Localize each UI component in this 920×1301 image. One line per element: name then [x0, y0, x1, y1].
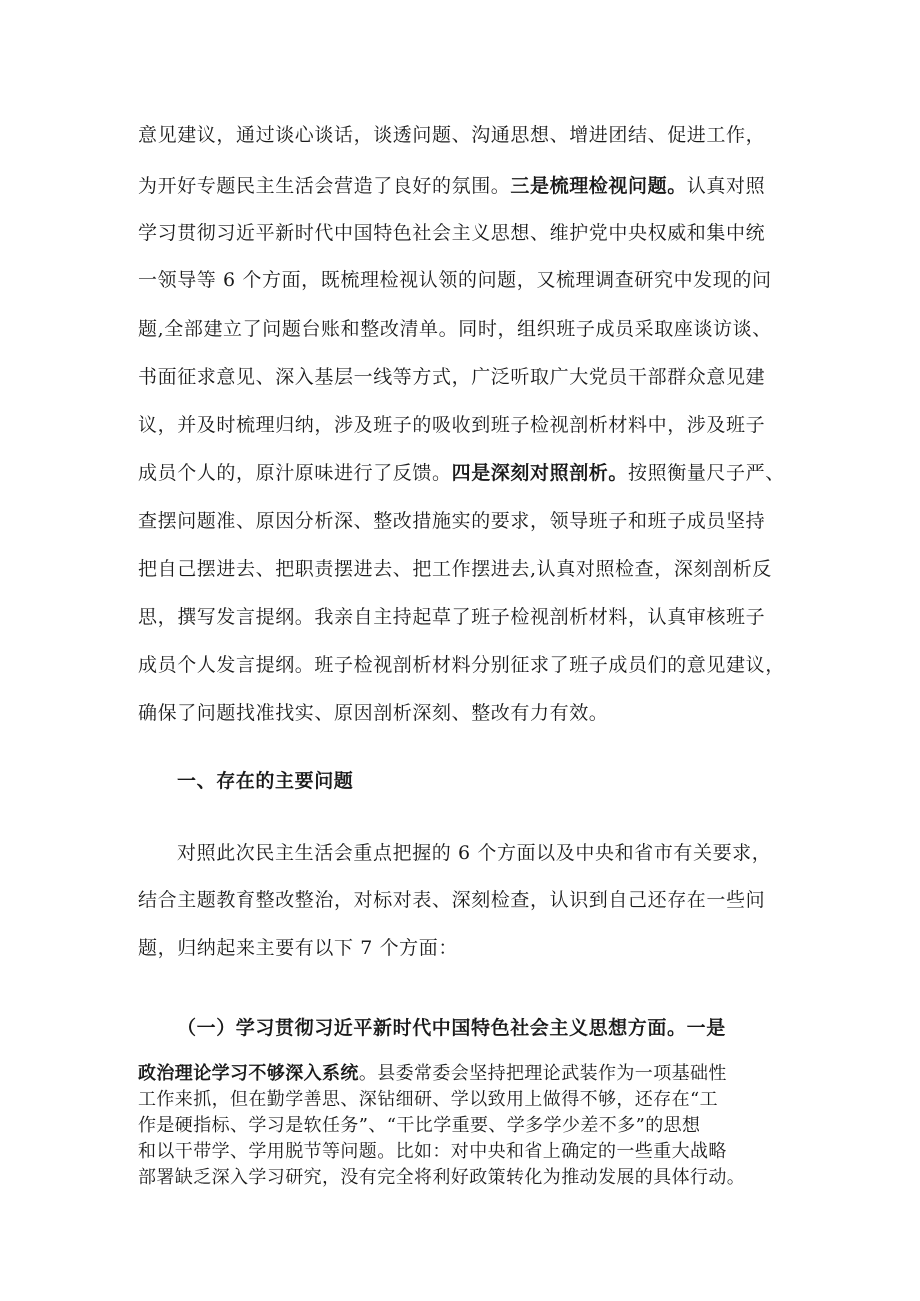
paragraph-line: 一领导等 6 个方面，既梳理检视认领的问题，又梳理调查研究中发现的问 — [138, 269, 772, 291]
paragraph-line: 确保了问题找准找实、原因剖析深刻、整改有力有效。 — [138, 702, 609, 724]
paragraph-line: 作是硬指标、学习是软任务”、“干比学重要、学多学少差不多”的思想 — [138, 1115, 701, 1136]
section-heading: 一、存在的主要问题 — [177, 770, 354, 792]
subsection-heading: （一）学习贯彻习近平新时代中国特色社会主义思想方面。一是 — [177, 1017, 726, 1039]
paragraph-line: 查摆问题准、原因分析深、整改措施实的要求，领导班子和班子成员坚持 — [138, 510, 766, 532]
paragraph-line: 学习贯彻习近平新时代中国特色社会主义思想、维护党中央权威和集中统 — [138, 222, 766, 244]
paragraph-line: 成员个人的，原汁原味进行了反馈。四是深刻对照剖析。按照衡量尺子严、 — [138, 462, 785, 484]
paragraph-line: 政治理论学习不够深入系统。县委常委会坚持把理论武装作为一项基础性 — [138, 1063, 727, 1084]
paragraph-line: 把自己摆进去、把职责摆进去、把工作摆进去,认真对照检查，深刻剖析反 — [138, 558, 772, 580]
paragraph-line: 为开好专题民主生活会营造了良好的氛围。三是梳理检视问题。认真对照 — [138, 175, 766, 197]
paragraph-line: 和以干带学、学用脱节等问题。比如：对中央和省上确定的一些重大战略 — [138, 1141, 727, 1162]
paragraph-line: 部署缺乏深入学习研究，没有完全将利好政策转化为推动发展的具体行动。 — [138, 1167, 746, 1188]
paragraph-line: 题,全部建立了问题台账和整改清单。同时，组织班子成员采取座谈访谈、 — [138, 318, 772, 340]
paragraph-line: 题，归纳起来主要有以下 7 个方面： — [138, 937, 458, 959]
paragraph-line: 议，并及时梳理归纳，涉及班子的吸收到班子检视剖析材料中，涉及班子 — [138, 414, 766, 436]
bold-phrase: 政治理论学习不够深入系统 — [138, 1063, 359, 1084]
bold-phrase: 三是梳理检视问题。 — [510, 175, 687, 197]
bold-phrase: 四是深刻对照剖析。 — [451, 462, 629, 484]
paragraph-line: 工作来抓，但在勤学善思、深钻细研、学以致用上做得不够，还存在“工 — [138, 1089, 718, 1110]
paragraph-line: 思，撰写发言提纲。我亲自主持起草了班子检视剖析材料，认真审核班子 — [138, 606, 766, 628]
paragraph-line: 意见建议，通过谈心谈话，谈透问题、沟通思想、增进团结、促进工作， — [138, 124, 766, 146]
paragraph-line: 书面征求意见、深入基层一线等方式，广泛听取广大党员干部群众意见建 — [138, 366, 766, 388]
paragraph-line: 结合主题教育整改整治，对标对表、深刻检查，认识到自己还存在一些问 — [138, 889, 766, 911]
paragraph-line: 成员个人发言提纲。班子检视剖析材料分别征求了班子成员们的意见建议， — [138, 654, 785, 676]
paragraph-line: 对照此次民主生活会重点把握的 6 个方面以及中央和省市有关要求， — [177, 842, 772, 864]
